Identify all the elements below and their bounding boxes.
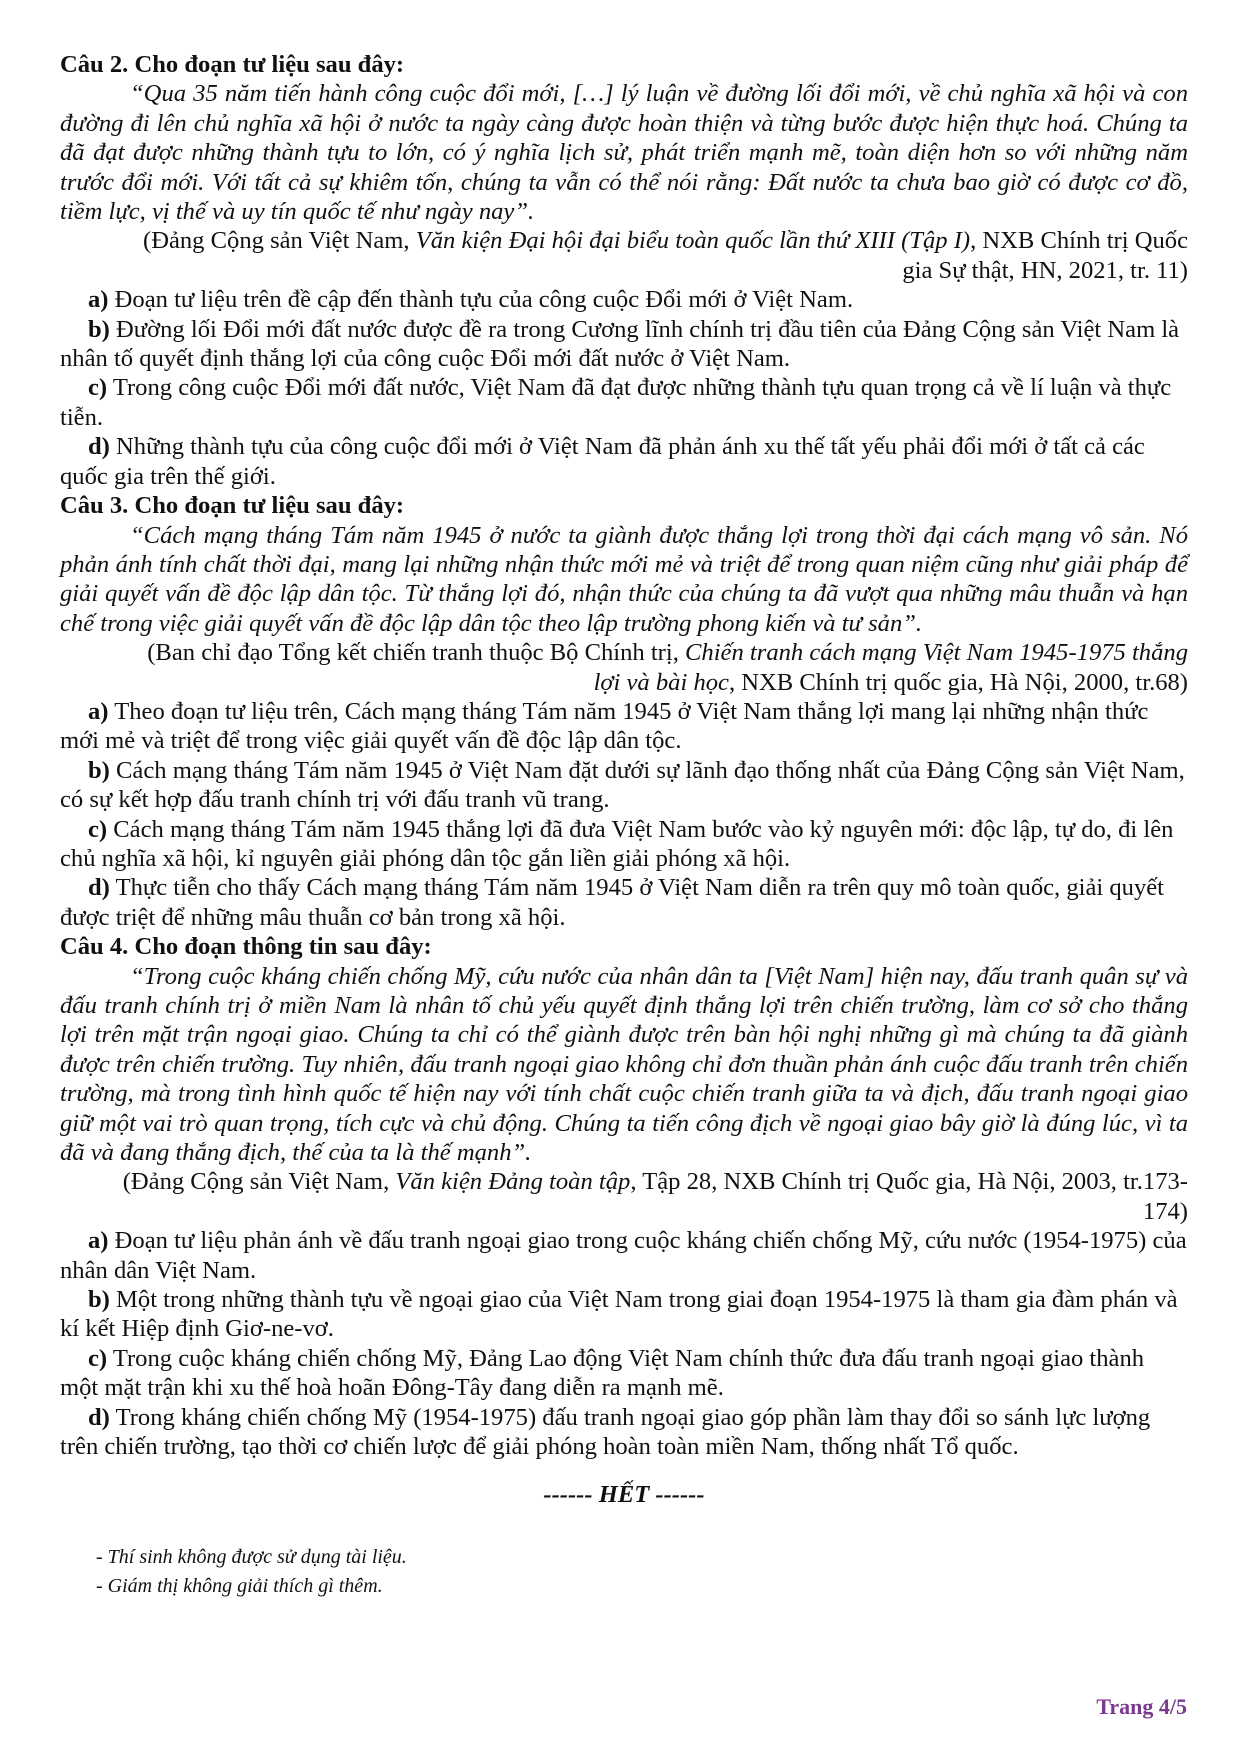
question-title: Câu 2. Cho đoạn tư liệu sau đây: [60,51,405,78]
statement-text: Thực tiễn cho thấy Cách mạng tháng Tám năm 1945 ở Việt Nam diễn ra trên quy mô toàn quốc, giải quyết được triệt để những mâu thuẫn cơ bản trong xã hội. [60,874,1165,931]
note-line: - Thí sinh không được sử dụng tài liệu. [96,1545,407,1568]
statement-label: c) [88,374,108,402]
source-title: Văn kiện Đảng toàn tập [395,1168,631,1196]
statement-text: Trong kháng chiến chống Mỹ (1954-1975) đấu tranh ngoại giao góp phần làm thay đổi so sánh lực lượng trên chiến trường, tạo thời cơ chiến lược để giải phóng hoàn toàn miền Nam, thống nhất Tổ quốc. [60,1403,1151,1461]
question-title: Câu 4. Cho đoạn thông tin sau đây: [60,933,432,961]
quote-text: “Cách mạng tháng Tám năm 1945 ở nước ta giành được thắng lợi trong thời đại cách mạng vô sản. Nó phản ánh tính chất thời đại, mang lại những nhận thức mới mẻ và triệt để trong quan niệm cũng như giải pháp để giải quyết vấn đề độc lập dân tộc. Từ thắng lợi đó, nhận thức của chúng ta đã vượt qua những mâu thuẫn và hạn chế trong việc giải quyết vấn đề độc lập dân tộc theo lập trường phong kiến và tư sản”. [60,521,1188,637]
question-title: Câu 3. Cho đoạn tư liệu sau đây: [60,492,405,520]
statement-label: d) [88,433,110,461]
source-citation [60,226,1188,285]
statement-text: Đường lối Đổi mới đất nước được đề ra trong Cương lĩnh chính trị đầu tiên của Đảng Cộng sản Việt Nam là nhân tố quyết định thắng lợi của công cuộc Đổi mới đất nước ở Việt Nam. [60,315,1180,373]
source-title: Chiến tranh cách mạng Việt Nam 1945-1975 thắng lợi và bài học [593,639,1188,696]
source-text: (Đảng Cộng sản Việt Nam, [143,227,416,255]
statement-label: b) [88,1286,110,1314]
statement-text: Theo đoạn tư liệu trên, Cách mạng tháng Tám năm 1945 ở Việt Nam thắng lợi mang lại những nhận thức mới mẻ và triệt để trong việc giải quyết vấn đề độc lập dân tộc. [60,697,1149,755]
question-4 [60,932,1188,1461]
statement-d [60,432,1188,491]
source-citation [60,1167,1188,1226]
statement-text: Cách mạng tháng Tám năm 1945 ở Việt Nam đặt dưới sự lãnh đạo thống nhất của Đảng Cộng sản Việt Nam, có sự kết hợp đấu tranh chính trị với đấu tranh vũ trang. [60,756,1185,814]
quote-text: “Qua 35 năm tiến hành công cuộc đổi mới, […] lý luận về đường lối đổi mới, về chủ nghĩa xã hội và con đường đi lên chủ nghĩa xã hội ở nước ta ngày càng được hoàn thiện và từng bước được hiện thực hoá. Chúng ta đã đạt được những thành tựu to lớn, có ý nghĩa lịch sử, phát triển mạnh mẽ, toàn diện hơn so với những năm trước đổi mới. Với tất cả sự khiêm tốn, chúng ta vẫn có thể nói rằng: Đất nước ta chưa bao giờ có được cơ đồ, tiềm lực, vị thế và uy tín quốc tế như ngày nay”. [60,80,1188,226]
exam-notes [60,1543,1188,1601]
statement-a [60,697,1188,756]
statement-text: Đoạn tư liệu trên đề cập đến thành tựu của công cuộc Đổi mới ở Việt Nam. [108,286,854,314]
end-marker: ------ HẾT ------ [543,1480,705,1508]
source-text: (Đảng Cộng sản Việt Nam, [122,1168,396,1196]
statement-text: Cách mạng tháng Tám năm 1945 thắng lợi đã đưa Việt Nam bước vào kỷ nguyên mới: độc lập, tự do, đi lên chủ nghĩa xã hội, kỉ nguyên giải phóng dân tộc gắn liền giải phóng xã hội. [60,815,1174,872]
statement-label: a) [88,286,109,314]
source-text: , Tập 28, NXB Chính trị Quốc gia, Hà Nội, 2003, tr.173-174) [630,1168,1188,1225]
statement-label: c) [88,1344,108,1372]
statement-c [60,1344,1188,1403]
statement-label: d) [88,1403,110,1431]
statement-b [60,315,1188,374]
statement-a [60,1226,1188,1285]
statement-label: d) [88,874,110,902]
statement-d [60,1403,1188,1462]
statement-b [60,756,1188,815]
page-number: Trang 4/5 [1096,1694,1187,1719]
statement-label: b) [88,315,110,343]
source-text: (Ban chỉ đạo Tổng kết chiến tranh thuộc Bộ Chính trị, [147,639,686,667]
exam-page [60,50,1188,1601]
question-2 [60,50,1188,491]
statement-label: a) [88,697,109,725]
statement-label: b) [88,756,110,784]
source-citation [60,638,1188,697]
statement-b [60,1285,1188,1344]
question-3 [60,491,1188,932]
statement-text: Những thành tựu của công cuộc đổi mới ở Việt Nam đã phản ánh xu thế tất yếu phải đổi mới ở tất cả các quốc gia trên thế giới. [60,433,1145,490]
statement-text: Trong cuộc kháng chiến chống Mỹ, Đảng Lao động Việt Nam chính thức đưa đấu tranh ngoại giao thành một mặt trận khi xu thế hoà hoãn Đông-Tây đang diễn ra mạnh mẽ. [60,1344,1145,1402]
statement-text: Trong công cuộc Đổi mới đất nước, Việt Nam đã đạt được những thành tựu quan trọng cả về lí luận và thực tiễn. [60,374,1172,431]
note-line: - Giám thị không giải thích gì thêm. [96,1574,383,1597]
statement-text: Đoạn tư liệu phản ánh về đấu tranh ngoại giao trong cuộc kháng chiến chống Mỹ, cứu nước (1954-1975) của nhân dân Việt Nam. [60,1227,1187,1284]
statement-label: c) [88,815,108,843]
statement-c [60,815,1188,874]
statement-d [60,873,1188,932]
source-text: , NXB Chính trị Quốc gia Sự thật, HN, 2021, tr. 11) [902,227,1188,284]
statement-a [60,285,1188,314]
source-title: Văn kiện Đại hội đại biểu toàn quốc lần thứ XIII (Tập I) [415,227,971,255]
statement-c [60,373,1188,432]
quote-text: “Trong cuộc kháng chiến chống Mỹ, cứu nước của nhân dân ta [Việt Nam] hiện nay, đấu tranh quân sự và đấu tranh chính trị ở miền Nam là nhân tố chủ yếu quyết định thắng lợi trên chiến trường, làm cơ sở cho thắng lợi trên mặt trận ngoại giao. Chúng ta chỉ có thể giành được trên bàn hội nghị những gì mà chúng ta đã giành được trên chiến trường. Tuy nhiên, đấu tranh ngoại giao không chỉ đơn thuần phản ánh cuộc đấu tranh trên chiến trường, mà trong tình hình quốc tế hiện nay với tính chất cuộc chiến tranh giữa ta và địch, đấu tranh ngoại giao giữ một vai trò quan trọng, tích cực và chủ động. Chúng ta tiến công địch về ngoại giao bây giờ là đúng lúc, vì ta đã và đang thắng địch, thế của ta là thế mạnh”. [60,962,1188,1167]
source-text: , NXB Chính trị quốc gia, Hà Nội, 2000, tr.68) [728,668,1188,696]
statement-label: a) [88,1227,109,1255]
statement-text: Một trong những thành tựu về ngoại giao của Việt Nam trong giai đoạn 1954-1975 là tham gia đàm phán và kí kết Hiệp định Giơ-ne-vơ. [60,1286,1178,1343]
